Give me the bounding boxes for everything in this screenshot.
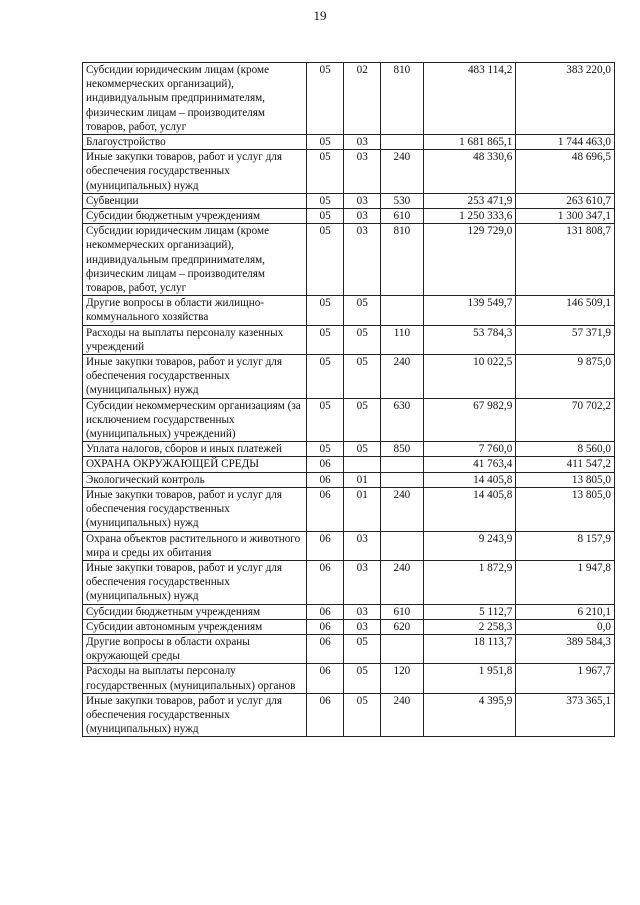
section-code: 06 xyxy=(306,619,344,634)
amount-year-1: 67 982,9 xyxy=(423,398,516,442)
expense-type-code: 240 xyxy=(381,355,424,399)
amount-year-2: 1 947,8 xyxy=(516,560,615,604)
section-code: 06 xyxy=(306,487,344,531)
section-code: 05 xyxy=(306,398,344,442)
amount-year-2: 383 220,0 xyxy=(516,63,615,135)
row-name: Уплата налогов, сборов и иных платежей xyxy=(83,442,307,457)
section-code: 05 xyxy=(306,209,344,224)
expense-type-code xyxy=(381,531,424,560)
table-row xyxy=(83,135,615,150)
expense-type-code xyxy=(381,457,424,472)
section-code: 05 xyxy=(306,150,344,194)
section-code: 05 xyxy=(306,135,344,150)
table-row xyxy=(83,487,615,531)
budget-table-body xyxy=(83,63,615,737)
amount-year-2: 146 509,1 xyxy=(516,296,615,325)
section-code: 06 xyxy=(306,634,344,663)
amount-year-1: 41 763,4 xyxy=(423,457,516,472)
amount-year-1: 1 872,9 xyxy=(423,560,516,604)
table-row xyxy=(83,398,615,442)
row-name: Субсидии автономным учреждениям xyxy=(83,619,307,634)
amount-year-2: 6 210,1 xyxy=(516,604,615,619)
section-code: 06 xyxy=(306,457,344,472)
table-row xyxy=(83,693,615,737)
table-row xyxy=(83,531,615,560)
subsection-code: 03 xyxy=(344,150,381,194)
table-row xyxy=(83,355,615,399)
expense-type-code: 620 xyxy=(381,619,424,634)
row-name: Иные закупки товаров, работ и услуг для обеспечения государственных (муниципальных) нужд xyxy=(83,560,307,604)
subsection-code: 03 xyxy=(344,224,381,296)
amount-year-1: 10 022,5 xyxy=(423,355,516,399)
amount-year-1: 5 112,7 xyxy=(423,604,516,619)
section-code: 05 xyxy=(306,442,344,457)
expense-type-code xyxy=(381,296,424,325)
amount-year-1: 48 330,6 xyxy=(423,150,516,194)
row-name: Субсидии бюджетным учреждениям xyxy=(83,209,307,224)
section-code: 05 xyxy=(306,325,344,354)
subsection-code: 02 xyxy=(344,63,381,135)
amount-year-1: 483 114,2 xyxy=(423,63,516,135)
amount-year-1: 7 760,0 xyxy=(423,442,516,457)
table-row xyxy=(83,634,615,663)
subsection-code: 03 xyxy=(344,531,381,560)
section-code: 06 xyxy=(306,664,344,693)
amount-year-2: 13 805,0 xyxy=(516,472,615,487)
amount-year-2: 57 371,9 xyxy=(516,325,615,354)
amount-year-2: 13 805,0 xyxy=(516,487,615,531)
row-name: Субсидии некоммерческим организациям (за исключением государственных (муниципальных) учреждений) xyxy=(83,398,307,442)
budget-table xyxy=(82,62,615,737)
subsection-code: 01 xyxy=(344,472,381,487)
amount-year-2: 1 300 347,1 xyxy=(516,209,615,224)
row-name: ОХРАНА ОКРУЖАЮЩЕЙ СРЕДЫ xyxy=(83,457,307,472)
amount-year-2: 0,0 xyxy=(516,619,615,634)
row-name: Охрана объектов растительного и животного мира и среды их обитания xyxy=(83,531,307,560)
table-row xyxy=(83,63,615,135)
row-name: Благоустройство xyxy=(83,135,307,150)
expense-type-code xyxy=(381,472,424,487)
table-row xyxy=(83,209,615,224)
table-row xyxy=(83,296,615,325)
table-row xyxy=(83,619,615,634)
amount-year-1: 14 405,8 xyxy=(423,472,516,487)
table-row xyxy=(83,604,615,619)
table-row xyxy=(83,442,615,457)
amount-year-1: 14 405,8 xyxy=(423,487,516,531)
row-name: Расходы на выплаты персоналу государственных (муниципальных) органов xyxy=(83,664,307,693)
expense-type-code: 120 xyxy=(381,664,424,693)
row-name: Иные закупки товаров, работ и услуг для обеспечения государственных (муниципальных) нужд xyxy=(83,693,307,737)
row-name: Субсидии юридическим лицам (кроме некоммерческих организаций), индивидуальным предпринимателям, физическим лицам – производителям товаров, работ, услуг xyxy=(83,63,307,135)
section-code: 05 xyxy=(306,296,344,325)
amount-year-1: 4 395,9 xyxy=(423,693,516,737)
row-name: Иные закупки товаров, работ и услуг для обеспечения государственных (муниципальных) нужд xyxy=(83,150,307,194)
amount-year-1: 1 951,8 xyxy=(423,664,516,693)
amount-year-2: 70 702,2 xyxy=(516,398,615,442)
subsection-code: 05 xyxy=(344,296,381,325)
subsection-code: 03 xyxy=(344,560,381,604)
row-name: Субсидии юридическим лицам (кроме некоммерческих организаций), индивидуальным предпринимателям, физическим лицам – производителям товаров, работ, услуг xyxy=(83,224,307,296)
expense-type-code: 240 xyxy=(381,693,424,737)
row-name: Другие вопросы в области охраны окружающей среды xyxy=(83,634,307,663)
expense-type-code xyxy=(381,634,424,663)
section-code: 05 xyxy=(306,193,344,208)
table-row xyxy=(83,560,615,604)
section-code: 06 xyxy=(306,604,344,619)
subsection-code: 05 xyxy=(344,355,381,399)
section-code: 06 xyxy=(306,693,344,737)
amount-year-2: 1 967,7 xyxy=(516,664,615,693)
subsection-code: 03 xyxy=(344,604,381,619)
subsection-code: 03 xyxy=(344,209,381,224)
expense-type-code: 610 xyxy=(381,209,424,224)
amount-year-2: 263 610,7 xyxy=(516,193,615,208)
subsection-code: 03 xyxy=(344,619,381,634)
expense-type-code: 630 xyxy=(381,398,424,442)
section-code: 05 xyxy=(306,224,344,296)
expense-type-code: 530 xyxy=(381,193,424,208)
expense-type-code xyxy=(381,135,424,150)
table-row xyxy=(83,472,615,487)
section-code: 06 xyxy=(306,531,344,560)
section-code: 05 xyxy=(306,355,344,399)
table-row xyxy=(83,325,615,354)
page-number: 19 xyxy=(313,8,327,23)
expense-type-code: 110 xyxy=(381,325,424,354)
amount-year-1: 18 113,7 xyxy=(423,634,516,663)
expense-type-code: 240 xyxy=(381,560,424,604)
subsection-code: 05 xyxy=(344,664,381,693)
section-code: 05 xyxy=(306,63,344,135)
subsection-code: 05 xyxy=(344,325,381,354)
row-name: Другие вопросы в области жилищно-коммунального хозяйства xyxy=(83,296,307,325)
section-code: 06 xyxy=(306,560,344,604)
row-name: Субсидии бюджетным учреждениям xyxy=(83,604,307,619)
subsection-code: 05 xyxy=(344,398,381,442)
amount-year-2: 373 365,1 xyxy=(516,693,615,737)
amount-year-2: 48 696,5 xyxy=(516,150,615,194)
amount-year-1: 9 243,9 xyxy=(423,531,516,560)
amount-year-1: 53 784,3 xyxy=(423,325,516,354)
table-row xyxy=(83,457,615,472)
subsection-code xyxy=(344,457,381,472)
amount-year-1: 1 681 865,1 xyxy=(423,135,516,150)
amount-year-1: 139 549,7 xyxy=(423,296,516,325)
expense-type-code: 610 xyxy=(381,604,424,619)
subsection-code: 05 xyxy=(344,693,381,737)
row-name: Иные закупки товаров, работ и услуг для обеспечения государственных (муниципальных) нужд xyxy=(83,487,307,531)
section-code: 06 xyxy=(306,472,344,487)
amount-year-2: 131 808,7 xyxy=(516,224,615,296)
expense-type-code: 240 xyxy=(381,150,424,194)
table-row xyxy=(83,150,615,194)
subsection-code: 05 xyxy=(344,442,381,457)
subsection-code: 05 xyxy=(344,634,381,663)
amount-year-2: 1 744 463,0 xyxy=(516,135,615,150)
amount-year-2: 411 547,2 xyxy=(516,457,615,472)
amount-year-1: 129 729,0 xyxy=(423,224,516,296)
expense-type-code: 810 xyxy=(381,63,424,135)
expense-type-code: 850 xyxy=(381,442,424,457)
row-name: Расходы на выплаты персоналу казенных учреждений xyxy=(83,325,307,354)
subsection-code: 03 xyxy=(344,193,381,208)
amount-year-2: 8 560,0 xyxy=(516,442,615,457)
amount-year-2: 9 875,0 xyxy=(516,355,615,399)
subsection-code: 01 xyxy=(344,487,381,531)
amount-year-2: 8 157,9 xyxy=(516,531,615,560)
row-name: Субвенции xyxy=(83,193,307,208)
subsection-code: 03 xyxy=(344,135,381,150)
expense-type-code: 240 xyxy=(381,487,424,531)
table-row xyxy=(83,224,615,296)
amount-year-2: 389 584,3 xyxy=(516,634,615,663)
expense-type-code: 810 xyxy=(381,224,424,296)
table-row xyxy=(83,664,615,693)
table-row xyxy=(83,193,615,208)
row-name: Экологический контроль xyxy=(83,472,307,487)
amount-year-1: 253 471,9 xyxy=(423,193,516,208)
amount-year-1: 2 258,3 xyxy=(423,619,516,634)
row-name: Иные закупки товаров, работ и услуг для обеспечения государственных (муниципальных) нужд xyxy=(83,355,307,399)
amount-year-1: 1 250 333,6 xyxy=(423,209,516,224)
